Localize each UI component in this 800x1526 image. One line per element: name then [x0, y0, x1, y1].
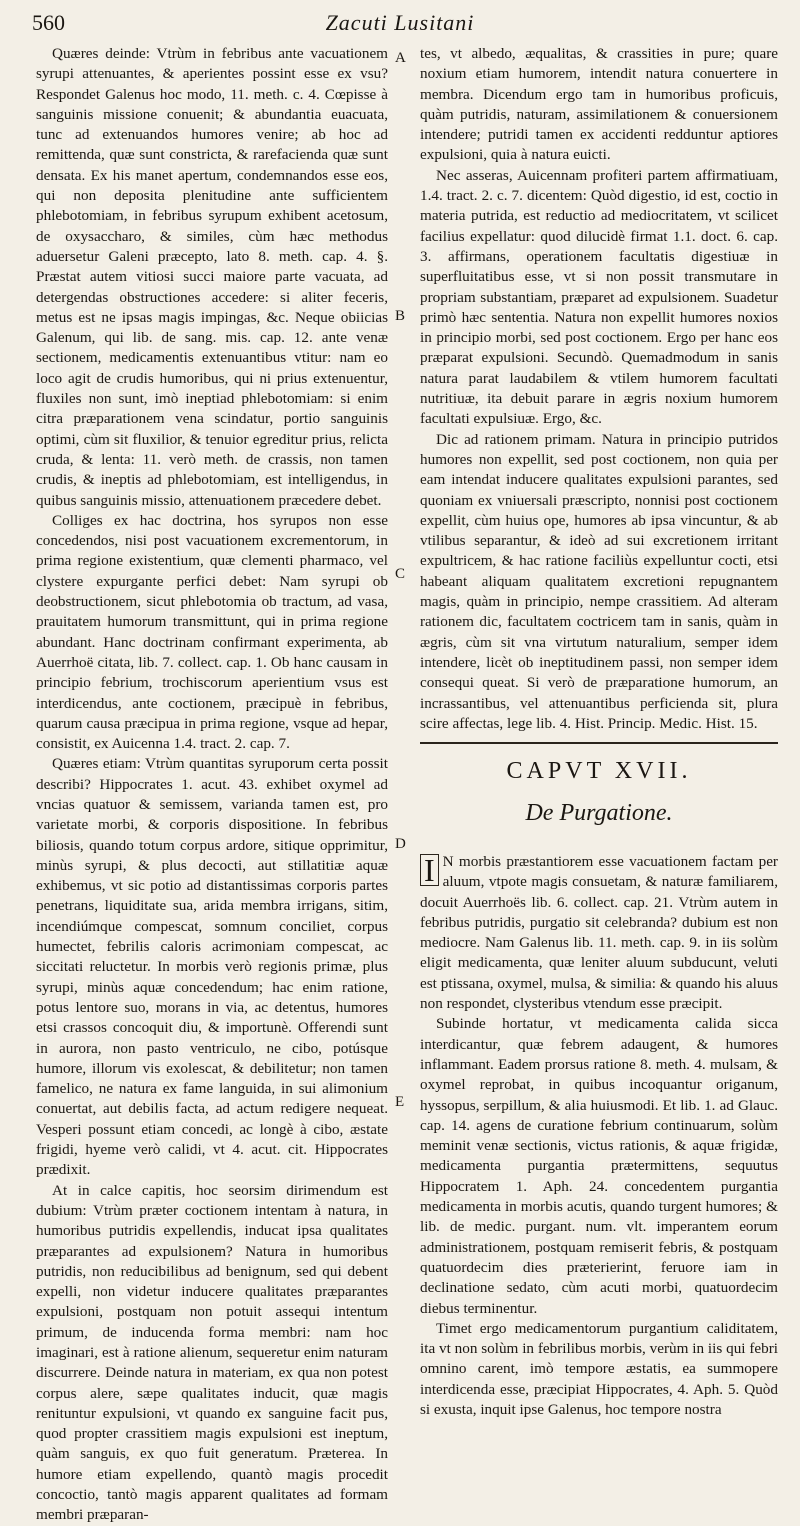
page-header	[0, 10, 800, 42]
paragraph	[420, 852, 778, 1014]
chapter-subtitle: De Purgatione.	[525, 800, 673, 826]
chapter-title: CAPVT XVII.	[506, 758, 692, 784]
paragraph: Subinde hortatur, vt medicamenta calida sicca interdicantur, quæ febrem adaugent, & humores inflammant. Eadem prorsus ratione 8. meth. 4. mulsam, & oxymel reprobat, in quibus incoquantur origanum, hyssopus, serpillum, & alia huiusmodi. Et lib. 1. ad Glauc. cap. 14. agens de curatione febrium continuarum, solùm meminit venæ sectionis, victus rationis, & aquæ frigidæ, medicamenta purgantia prætermittens, sequutus Hippocratem 1. Aph. 24. concedentem purgantia medicamenta in morbis acutis, quando turgent humores; & lib. de medic. purgant. num. vlt. imperantem eorum administrationem, postquam remiserit febris, & postquam quatuordecim dies præterierint, feruore iam in declinatione sedato, cùm acuti morbi, quatuordecim diebus terminentur.	[420, 1015, 778, 1317]
margin-letter-d: D	[395, 836, 406, 852]
right-column-top	[420, 44, 778, 734]
running-head: Zacuti Lusitani	[325, 10, 475, 35]
paragraph: Timet ergo medicamentorum purgantium caliditatem, ita vt non solùm in febrilibus morbis, verùm in iis qui febri omnino carent, imò tempore æstatis, ea summopere interdicenda esse, præcipiat Hippocrates, 4. Aph. 5. Quòd si exusta, inquit ipse Galenus, hoc tempore nostra	[420, 1319, 778, 1419]
paragraph: Colliges ex hac doctrina, hos syrupos non esse concedendos, nisi post vacuationem excrementorum, in prima regione existentium, quæ clementi pharmaco, vel clystere expurgante perfici debet: Nam syrupi ob deobstructionem, sicut phlebotomia ob tractum, ad vasa, prauitatem humorum transmittunt, qui in prima regione abundant. Hanc doctrinam confirmant experimenta, ab Auerrhoë citata, lib. 7. collect. cap. 1. Ob hanc causam in principio febrium, trochiscorum aperientium vsus est interdicendus, ante coctionem, præcipuè in febribus, quarum causa præcipua in prima regione, vsque ad hepar, consistit, ex Auicenna 1.4. tract. 2. cap. 7.	[36, 511, 388, 753]
paragraph-text: N morbis præstantiorem esse vacuationem factam per aluum, vtpote magis consuetam, & naturæ familiarem, docuit Auerrhoës lib. 6. collect. cap. 21. Vtrùm autem in febribus putridis, purgatio sit celebranda? dubium est non mediocre. Nam Galenus lib. 11. meth. cap. 9. in iis solùm eligit medicamenta, quæ leniter aluum subducunt, veluti est ptissana, oxymel, mulsa, & similia: & quando his aluus non respondet, clysteribus vtendum esse præcipit.	[420, 853, 778, 1013]
right-column-bottom	[420, 852, 778, 1420]
margin-letter-b: B	[395, 308, 406, 324]
drop-cap: I	[420, 854, 439, 886]
margin-letter-a: A	[395, 50, 406, 66]
paragraph: tes, vt albedo, æqualitas, & crassities in pure; quare noxium etiam humorem, intendit natura conuertere in membra. Dicendum ergo tam in humoribus proficuis, quàm putridis, naturam, assimilationem & conuersionem intendere; putridi tamen ex accidenti redduntur aptiores expulsioni, quia à natura euicti.	[420, 45, 778, 164]
paragraph: Nec asseras, Auicennam profiteri partem affirmatiuam, 1.4. tract. 2. c. 7. dicentem: Quòd digestio, id est, coctio in materia putrida, est reductio ad mediocritatem, vt scilicet facilius expellatur: quod dilucidè firmat 1.1. doct. 6. cap. 3. affirmans, operationem facultatis digestiuæ in superfluitatibus esse, vt si non possit transmutare in propriam substantiam, præparet ad expulsionem. Suadetur primò hæc sententia. Natura non expellit humores noxios in principio morbi, sed post coctionem. Ergo per hanc eos præparat expulsioni. Secundò. Quemadmodum in sanis natura parat laudabilem & vtilem humorem facultati nutritiuæ, ita debuit parare in ægris noxium humorem facultati expulsiuæ. Ergo, &c.	[420, 166, 778, 428]
paragraph: Dic ad rationem primam. Natura in principio putridos humores non expellit, sed post coctionem, non quia per eam intendat inducere qualitates expulsioni parantes, sed quoniam ex vniuersali præscripto, nonnisi post coctionem expellit, cùm huius ope, humores ab ipsa vincuntur, & ab vtilibus separantur, & ideò ad sui excretionem irritant expultricem, & hac ratione faciliùs expelluntur cocti, etsi habeant aliquam qualitatem excretioni repugnantem magis, quàm in principio, nempe crassitiem. Ad alteram rationem dic, facultatem coctricem tam in sanis, quàm in ægris, cùm sit vna virtutum naturalium, semper idem intendere, licèt ob ineptitudinem passi, non semper idem consequi queat. Si verò de præparatione humorum, an incrassantibus, vel attenuantibus perficienda sit, plura scire affectas, lege lib. 4. Hist. Princip. Medic. Hist. 15.	[420, 430, 778, 732]
section-rule	[420, 742, 778, 744]
margin-letter-c: C	[395, 566, 406, 582]
left-column	[36, 44, 388, 1526]
page-number: 560	[32, 10, 65, 35]
paragraph: At in calce capitis, hoc seorsim dirimendum est dubium: Vtrùm præter coctionem intentam à natura, in humoribus putridis expellendis, inducat ipsa qualitates præparantes ad expulsionem? Natura in humoribus putridis, non reducibilibus ad benignum, sed qui debent expelli, non videtur inducere qualitates præparantes expulsioni, postquam non potuit assequi intentum primum, de inducenda forma membri: nam hoc imaginari, est à ratione alienum, sequeretur enim naturam discurrere. Deinde natura in materiam, ex qua non potest corpus alere, sæpe qualitates inducit, quæ magis renituntur expulsioni, vt quando ex sanguine facit pus, quod propter crassitiem magis expulsioni est ineptum, quàm sanguis, ex quo fuit generatum. Præterea. In humore etiam expellendo, quantò magis procedit concoctio, tantò magis apparent qualitates ad formam membri præparan-	[36, 1181, 388, 1524]
paragraph: Quæres deinde: Vtrùm in febribus ante vacuationem syrupi attenuantes, & aperientes possint esse ex vsu? Respondet Galenus hoc modo, 11. meth. c. 4. Cœpisse à sanguinis missione conuenit; & abundantia euacuata, tunc ad extenuandos humores venire; ab hoc ad remittenda, quæ sunt constricta, & rarefacienda quæ sunt densata. Ex his manet apertum, condemnandos esse eos, qui non deposita plenitudine ante sufficientem phlebotomiam, in febribus syrupum exhibent acetosum, de oxysaccharo, & similes, cùm hæc methodus aduersetur Galeni præcepto, lato 8. meth. cap. 4. §. Præstat autem vitiosi succi maiore parte vacuata, ad detergendas obstructiones accedere: si aliter feceris, metus est ne ipsas magis impingas, &c. Neque obiicias Galenum, qui lib. de sang. mis. cap. 12. ante venæ sectionem, medicamentis extenuantibus vtitur: nam eo loco agit de crudis humoribus, qui ni prius extenuentur, fluxiles non sunt, imò ineptiad phlebotomiam: si enim citra præparationem vena scindatur, portio sanguinis optimi, cùm sit fluxilior, & tenuior egreditur prius, relicta cruda, & lenta: 11. verò meth. de crassis, non tamen crudis, & ineptis ad phlebotomiam, est intelligendus, in quibus sanguinis missio, attenuationem præcedere debet.	[36, 45, 388, 509]
margin-letter-e: E	[395, 1094, 405, 1110]
paragraph: Quæres etiam: Vtrùm quantitas syruporum certa possit describi? Hippocrates 1. acut. 43. exhibet oxymel ad vncias quatuor & semissem, varianda tamen est, pro varietate morbi, & corporis dispositione. In febribus biliosis, quando totum corpus ardore, sitique opprimitur, minùs syrupi, & plus decocti, aut stillatitiæ aquæ exhibemus, vt sic potio ad distantissimas corporis partes penetrans, liquiditate sua, arida membra irrigans, sitim, incendiúmque compescat, somnum conciliet, corpus humectet, febrilis caloris acrimoniam compescat, ac siccitati reluctetur. In morbis verò regionis primæ, plus syrupi, minùs aquæ concedendum; hac enim ratione, potus lentore suo, morans in via, ac detentus, humores etsi crassos concoquit diu, & importunè. Offerendi sunt in aurora, non pasto ventriculo, ne cibo, potúsque humore, illorum vis exolescat, & debilitetur; non tamen famelico, ne natura ex fame languida, in sui alimonium conuertat, aut debilis facta, ad actum redigere nequeat. Vesperi possunt etiam concedi, ac longè à cibo, æstate frigidi, hyeme verò calidi, vt 4. acut. cit. Hippocrates prædixit.	[36, 755, 388, 1179]
